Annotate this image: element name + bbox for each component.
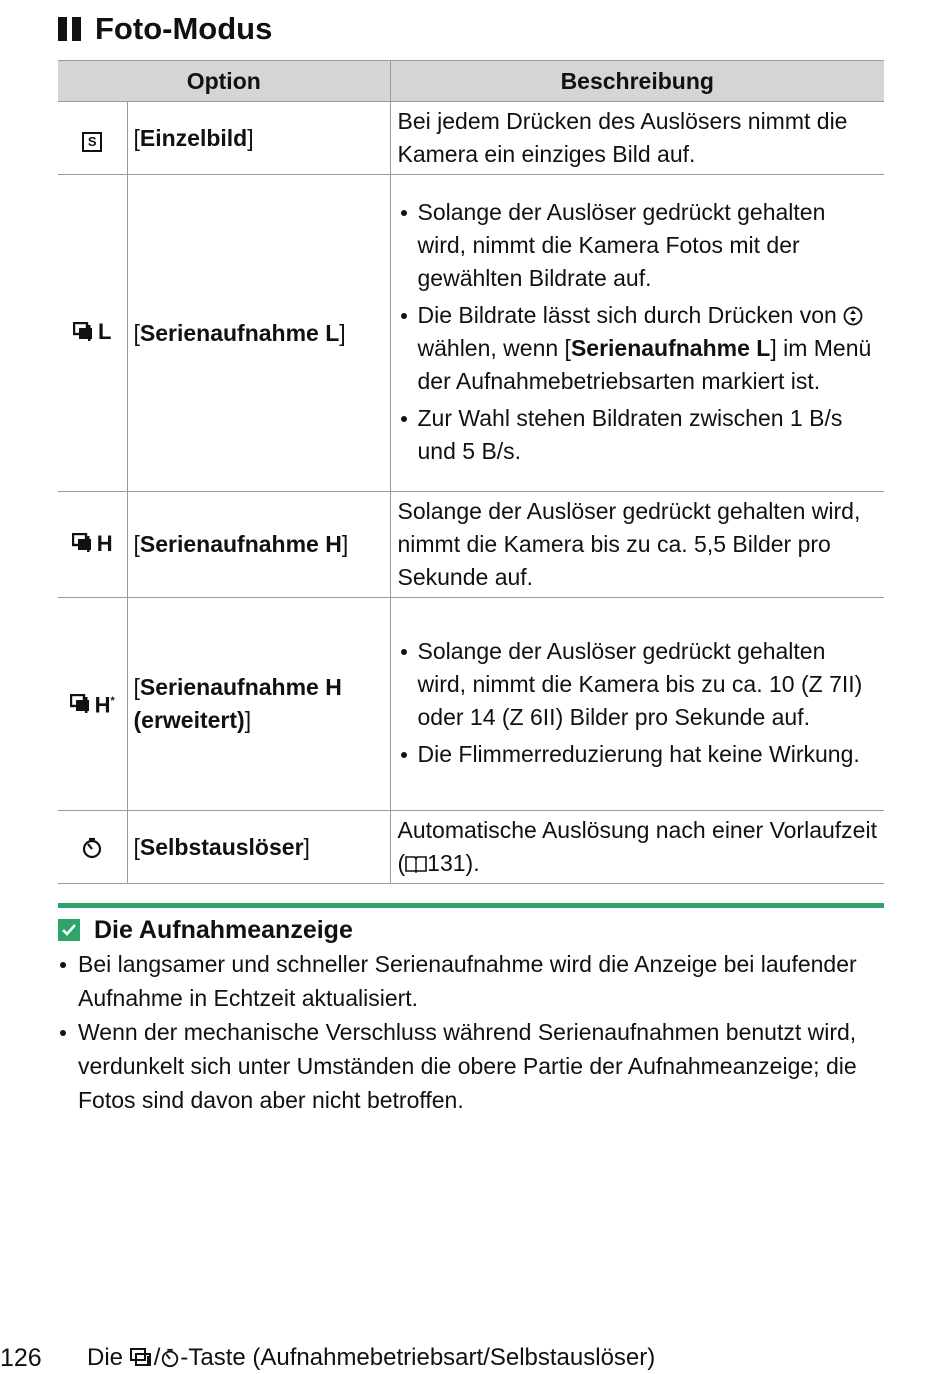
running-footer: Die / -Taste (Aufnahmebetriebsart/Selbstauslöser)	[87, 1344, 656, 1371]
continuous-icon	[73, 322, 95, 342]
list-item: Die Bildrate lässt sich durch Drücken von wählen, wenn [Serienaufnahme L] im Menü der Aufnahmebetriebsarten markiert ist.	[398, 299, 879, 398]
header-option: Option	[58, 61, 390, 102]
continuous-icon	[70, 694, 92, 714]
checkmark-icon	[58, 919, 80, 941]
page-number: 126	[0, 1344, 42, 1372]
description-cell	[390, 598, 884, 811]
symbol-cell	[58, 102, 127, 175]
list-item: Die Flimmerreduzierung hat keine Wirkung.	[398, 738, 879, 771]
section-heading	[58, 8, 272, 50]
continuous-icon	[72, 533, 94, 553]
description-cell: Automatische Auslösung nach einer Vorlaufzeit ( 131).	[390, 811, 884, 884]
section-title: Foto-Modus	[95, 11, 273, 46]
description-cell: Solange der Auslöser gedrückt gehalten wird, nimmt die Kamera bis zu ca. 5,5 Bilder pro Sekunde auf.	[390, 492, 884, 598]
note-list	[58, 947, 888, 1117]
multi-selector-icon	[843, 306, 863, 326]
single-frame-icon: S	[82, 132, 102, 152]
option-name-cell: [Serienaufnahme H]	[127, 492, 390, 598]
table-row	[58, 598, 884, 811]
symbol-cell	[58, 811, 127, 884]
list-item: Solange der Auslöser gedrückt gehalten wird, nimmt die Kamera Fotos mit der gewählten Bildrate auf.	[398, 196, 879, 295]
header-description: Beschreibung	[390, 61, 884, 102]
self-timer-icon	[81, 837, 103, 859]
heading-marker-icon	[58, 17, 81, 41]
option-name-cell: [Selbstauslöser]	[127, 811, 390, 884]
release-mode-table	[58, 60, 884, 884]
option-name-cell: [Serienaufnahme H (erweitert)]	[127, 598, 390, 811]
description-cell: Bei jedem Drücken des Auslösers nimmt die Kamera ein einziges Bild auf.	[390, 102, 884, 175]
description-cell	[390, 175, 884, 492]
table-row	[58, 102, 884, 175]
note-title: Die Aufnahmeanzeige	[94, 915, 353, 944]
list-item: Zur Wahl stehen Bildraten zwischen 1 B/s und 5 B/s.	[398, 402, 879, 468]
option-name-cell: [Einzelbild]	[127, 102, 390, 175]
note-divider	[58, 903, 884, 908]
page-reference-icon	[405, 855, 427, 873]
list-item: Wenn der mechanische Verschluss während Serienaufnahmen benutzt wird, verdunkelt sich unter Umständen die obere Partie der Aufnahmeanzeige; die Fotos sind davon aber nicht betroffen.	[58, 1015, 888, 1117]
table-row	[58, 811, 884, 884]
table-row	[58, 175, 884, 492]
table-header-row	[58, 61, 884, 102]
option-name-cell: [Serienaufnahme L]	[127, 175, 390, 492]
continuous-icon	[130, 1348, 154, 1368]
list-item: Bei langsamer und schneller Serienaufnahme wird die Anzeige bei laufender Aufnahme in Echtzeit aktualisiert.	[58, 947, 888, 1015]
symbol-cell: L	[58, 175, 127, 492]
symbol-cell: H*	[58, 598, 127, 811]
table-row	[58, 492, 884, 598]
note-heading	[58, 912, 353, 948]
list-item: Solange der Auslöser gedrückt gehalten wird, nimmt die Kamera bis zu ca. 10 (Z 7II) oder 14 (Z 6II) Bilder pro Sekunde auf.	[398, 635, 879, 734]
self-timer-icon	[160, 1348, 180, 1368]
symbol-cell: H	[58, 492, 127, 598]
